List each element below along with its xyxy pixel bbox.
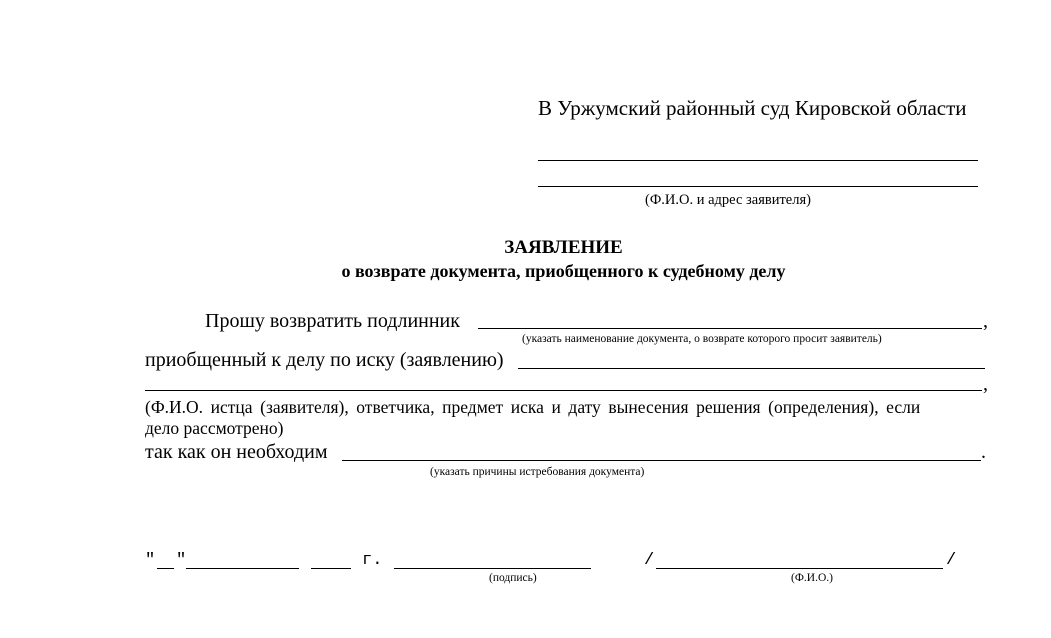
applicant-line-2 <box>538 186 978 187</box>
date-year-line <box>311 568 351 569</box>
fio-line <box>656 568 943 569</box>
comma: , <box>983 373 988 395</box>
parties-line <box>145 390 982 391</box>
comma: , <box>983 310 988 332</box>
date-month-line <box>186 568 299 569</box>
reason-text: так как он необходим <box>145 441 328 463</box>
year-suffix: г. <box>362 551 383 570</box>
case-line <box>518 368 985 369</box>
applicant-line-1 <box>538 160 978 161</box>
document-title: ЗАЯВЛЕНИЕ <box>504 237 623 258</box>
date-quote-close: " <box>176 551 187 570</box>
signature-line <box>394 568 591 569</box>
document-subtitle: о возврате документа, приобщенного к судебному делу <box>341 261 786 281</box>
case-text: приобщенный к делу по иску (заявлению) <box>145 349 504 371</box>
fio-caption: (Ф.И.О.) <box>791 572 833 584</box>
fio-slash-close: / <box>946 551 957 570</box>
reason-caption: (указать причины истребования документа) <box>430 466 645 478</box>
applicant-caption: (Ф.И.О. и адрес заявителя) <box>645 192 811 208</box>
court-name: В Уржумский районный суд Кировской области <box>538 96 967 120</box>
reason-line <box>342 460 981 461</box>
document-name-caption: (указать наименование документа, о возврате которого просит заявитель) <box>522 333 882 345</box>
request-text: Прошу возвратить подлинник <box>205 310 460 332</box>
date-quote-open: " <box>145 551 156 570</box>
fio-slash-open: / <box>644 551 655 570</box>
parties-caption: (Ф.И.О. истца (заявителя), ответчика, предмет иска и дату вынесения решения (определения), если <box>145 397 921 417</box>
document-name-line <box>478 328 982 329</box>
date-day-line <box>157 568 174 569</box>
parties-caption-cont: дело рассмотрено) <box>145 418 284 438</box>
period: . <box>981 441 986 463</box>
signature-caption: (подпись) <box>489 572 537 584</box>
